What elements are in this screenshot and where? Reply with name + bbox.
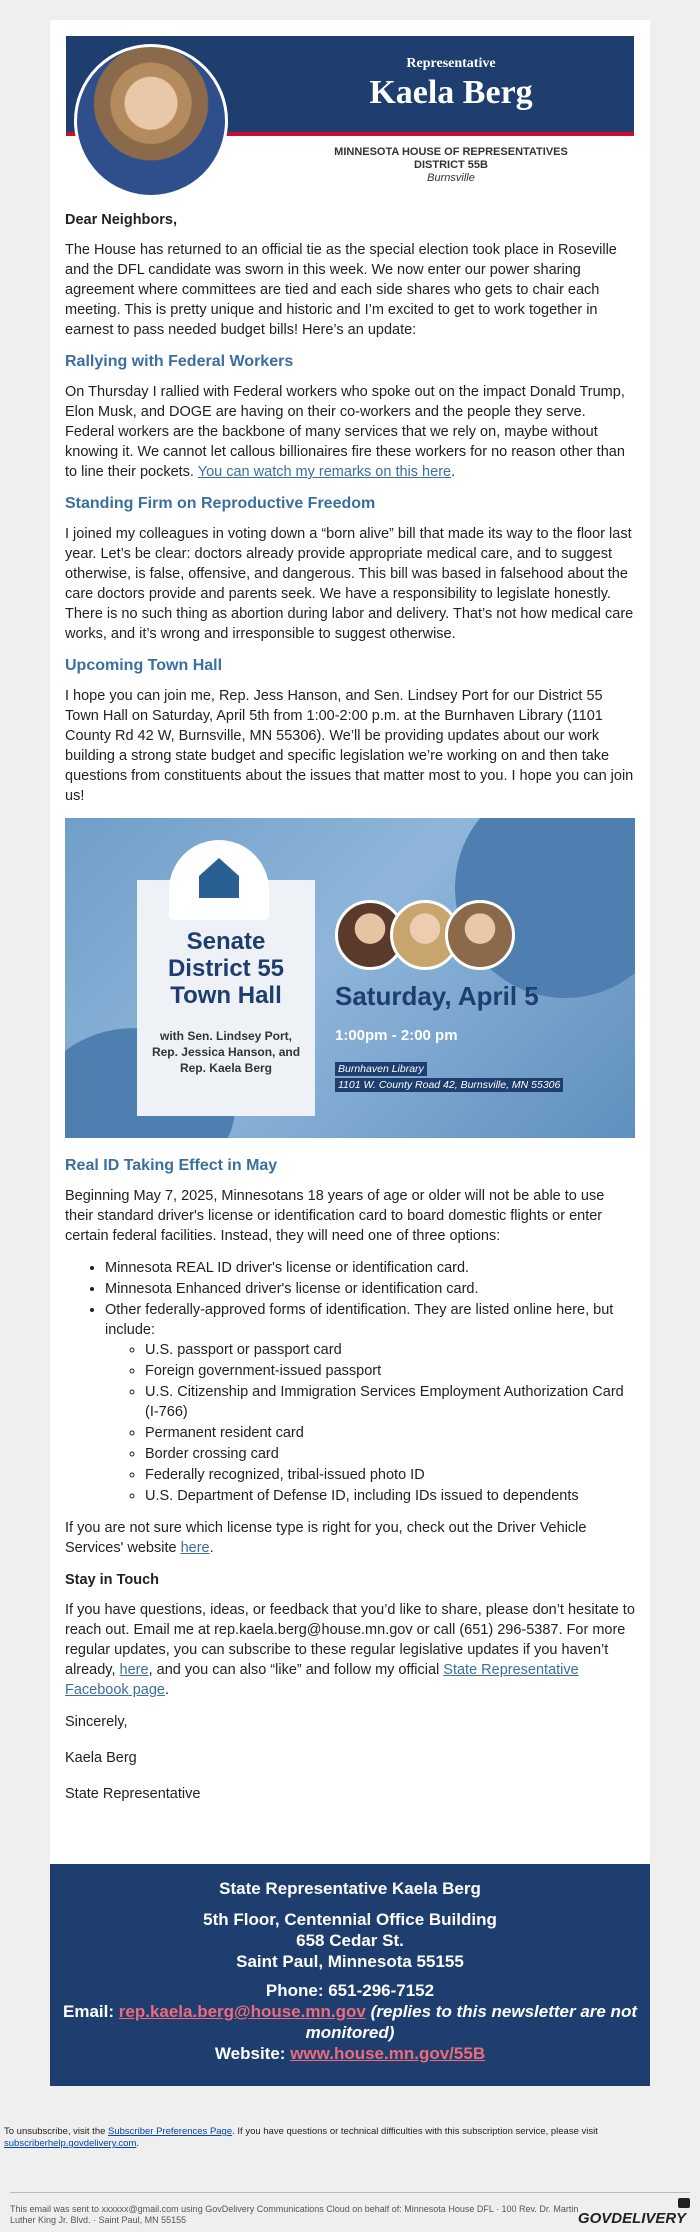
legal-text: . If you have questions or technical difficulties with this subscription service, please visit xyxy=(232,2126,598,2137)
real-id-paragraph: Beginning May 7, 2025, Minnesotans 18 years of age or older will not be able to use their standard driver's license or identification card to board domestic flights or enter certain federal facilities. Instead, they will need one of three options: xyxy=(65,1188,605,1244)
list-item: ◦ U.S. Citizenship and Immigration Services Employment Authorization Card (I-766) xyxy=(145,1382,635,1422)
stay-paragraph: If you have questions, ideas, or feedback that you’d like to share, please don’t hesitate to reach out. Email me at rep.kaela.berg@house.mn.gov or call (651) 296-5387. For more regular updates, you can subscribe to these regular legislative updates if you haven’t already, here, and you can also “like” and follow my official State Representative Facebook page. xyxy=(65,1602,635,1698)
footer-title: State Representative Kaela Berg xyxy=(219,1879,481,1898)
footer-website-link[interactable]: www.house.mn.gov/55B xyxy=(290,2044,486,2063)
subscribe-link[interactable]: here xyxy=(119,1662,149,1678)
divider xyxy=(10,2192,690,2193)
banner-label: Representative xyxy=(406,56,496,71)
list-item: ◦ U.S. passport or passport card xyxy=(145,1340,635,1360)
footer-website-label: Website: xyxy=(214,2044,286,2063)
unsubscribe-notice: To unsubscribe, visit the Subscriber Preferences Page. If you have questions or technical difficulties with this subscription service, please visit subscriberhelp.govdelivery.com. xyxy=(4,2126,598,2149)
banner-name: Kaela Berg xyxy=(369,74,533,111)
section-heading-real-id: Real ID Taking Effect in May xyxy=(65,1157,278,1174)
town-hall-flyer xyxy=(65,818,635,1138)
legal-text: To unsubscribe, visit the xyxy=(4,2126,106,2137)
flyer-speakers: with Sen. Lindsey Port, Rep. Jessica Hanson, and Rep. Kaela Berg xyxy=(151,1029,301,1075)
newsletter-content xyxy=(65,210,635,1820)
footer-email-label: Email: xyxy=(63,2002,115,2021)
house-city: Burnsville xyxy=(427,172,475,184)
house-info xyxy=(266,146,636,185)
list-item: ◦ Federally recognized, tribal-issued photo ID xyxy=(145,1465,635,1485)
federal-workers-paragraph: On Thursday I rallied with Federal workers who spoke out on the impact Donald Trump, Elon Musk, and DOGE are having on their co-workers and the people they serve. Federal workers are the backbone of many services that we rely on, maybe without knowing it. We cannot let callous billionaires fire these workers for no reason other than to line their pockets. You can watch my remarks on this here. xyxy=(65,384,625,480)
dvs-text: If you are not sure which license type is right for you, check out the Driver Vehicle Services' website xyxy=(65,1520,587,1556)
id-sub-options xyxy=(145,1340,635,1506)
greeting: Dear Neighbors, xyxy=(65,212,177,228)
portrait-photo xyxy=(74,44,228,198)
facebook-link[interactable]: State Representative Facebook page xyxy=(65,1662,579,1698)
govdelivery-logo[interactable]: GOVDELIVERY xyxy=(577,2210,686,2227)
stay-text-middle: , and you can also “like” and follow my official xyxy=(148,1662,440,1678)
flyer-location-name: Burnhaven Library xyxy=(335,1062,427,1076)
flyer-location-address: 1101 W. County Road 42, Burnsville, MN 55306 xyxy=(335,1078,563,1092)
house-line1: MINNESOTA HOUSE OF REPRESENTATIVES xyxy=(334,146,568,158)
signoff xyxy=(65,1712,635,1804)
federal-workers-text: On Thursday I rallied with Federal workers who spoke out on the impact Donald Trump, Elon Musk, and DOGE are having on their co-workers and the people they serve. Federal workers are the backbone of many services that we rely on, maybe without knowing it. We cannot let callous billionaires fire these workers for no reason other than to line their pockets. xyxy=(65,384,625,480)
stay-text: If you have questions, ideas, or feedback that you’d like to share, please don’t hesitate to reach out. Email me at rep.kaela.berg@house.mn.gov or call (651) 296-5387. For more regular updates, you can subscribe to these regular legislative updates if you haven’t already, xyxy=(65,1602,635,1678)
section-heading-reproductive: Standing Firm on Reproductive Freedom xyxy=(65,495,376,512)
list-item: ◦ Border crossing card xyxy=(145,1444,635,1464)
speaker-photo xyxy=(445,900,515,970)
reproductive-paragraph: I joined my colleagues in voting down a “born alive” bill that made its way to the floor last year. Let’s be clear: doctors already provide appropriate medical care, and to suggest otherwise, is false, offensive, and dangerous. This bill was based in falsehood about the care doctors provide and parents seek. We have a responsibility to legislate honestly. There is no such thing as abortion during labor and delivery. That’s not how medical care works, and it’s wrong and irresponsible to suggest otherwise. xyxy=(65,526,634,642)
footer-phone: Phone: 651-296-7152 xyxy=(265,1981,435,2000)
footer-address2: 658 Cedar St. xyxy=(296,1931,404,1950)
subscriber-help-link[interactable]: subscriberhelp.govdelivery.com xyxy=(4,2138,137,2149)
subscriber-preferences-link[interactable]: Subscriber Preferences Page xyxy=(108,2126,233,2137)
dvs-link[interactable]: here xyxy=(180,1540,210,1556)
list-item: • Minnesota Enhanced driver's license or identification card. xyxy=(105,1279,635,1299)
stay-heading: Stay in Touch xyxy=(65,1572,159,1588)
signoff-title: State Representative xyxy=(65,1786,201,1802)
section-heading-federal-workers: Rallying with Federal Workers xyxy=(65,353,294,370)
list-item: • Minnesota REAL ID driver's license or identification card. xyxy=(105,1258,635,1278)
footer-email-note: (replies to this newsletter are not monitored) xyxy=(305,2002,637,2042)
govdelivery-chat-icon xyxy=(678,2198,690,2208)
section-heading-town-hall: Upcoming Town Hall xyxy=(65,657,223,674)
signoff-closing: Sincerely, xyxy=(65,1714,128,1730)
flyer-date: Saturday, April 5 xyxy=(335,981,539,1011)
house-line2: DISTRICT 55B xyxy=(414,159,488,171)
sent-notice: This email was sent to xxxxxx@gmail.com using GovDelivery Communications Cloud on behalf of: Minnesota House DFL · 100 Rev. Dr. Martin Luther King Jr. Blvd. · Saint Paul, MN 55155 xyxy=(10,2204,579,2225)
footer-address3: Saint Paul, Minnesota 55155 xyxy=(236,1952,464,1971)
town-hall-paragraph: I hope you can join me, Rep. Jess Hanson, and Sen. Lindsey Port for our District 55 Town Hall on Saturday, April 5th from 1:00-2:00 p.m. at the Burnhaven Library (1101 County Rd 42 W, Burnsville, MN 55306). We’ll be providing updates about our work building a strong state budget and specific legislation we’re working on and then take questions from constituents about the issues that matter most to you. I hope you can join us! xyxy=(65,688,634,804)
flyer-location xyxy=(335,1062,563,1094)
signoff-name: Kaela Berg xyxy=(65,1750,137,1766)
flyer-title: Senate District 55 Town Hall xyxy=(167,928,285,1009)
list-item: ◦ Foreign government-issued passport xyxy=(145,1361,635,1381)
list-item: ◦ Permanent resident card xyxy=(145,1423,635,1443)
intro-paragraph: The House has returned to an official tie as the special election took place in Roseville and the DFL candidate was sworn in this week. We now enter our power sharing agreement where committees are tied and each side shares who gets to chair each meeting. This is pretty unique and historic and I’m excited to get to work together in earnest to pass needed budget bills! Here’s an update: xyxy=(65,242,617,338)
watch-remarks-link[interactable]: You can watch my remarks on this here xyxy=(197,464,452,480)
list-item: ◦ U.S. Department of Defense ID, including IDs issued to dependents xyxy=(145,1486,635,1506)
real-id-options xyxy=(105,1258,635,1506)
contact-footer xyxy=(50,1864,650,2086)
list-item-text: Other federally-approved forms of identification. They are listed online here, but include: xyxy=(105,1302,614,1338)
dvs-paragraph: If you are not sure which license type is right for you, check out the Driver Vehicle Services' website here. xyxy=(65,1520,587,1556)
footer-email-line xyxy=(50,2001,650,2043)
list-item xyxy=(105,1300,635,1506)
footer-address1: 5th Floor, Centennial Office Building xyxy=(203,1910,497,1929)
footer-website-line xyxy=(50,2043,650,2064)
footer-email-link[interactable]: rep.kaela.berg@house.mn.gov xyxy=(118,2002,366,2021)
flyer-time: 1:00pm - 2:00 pm xyxy=(335,1027,458,1044)
